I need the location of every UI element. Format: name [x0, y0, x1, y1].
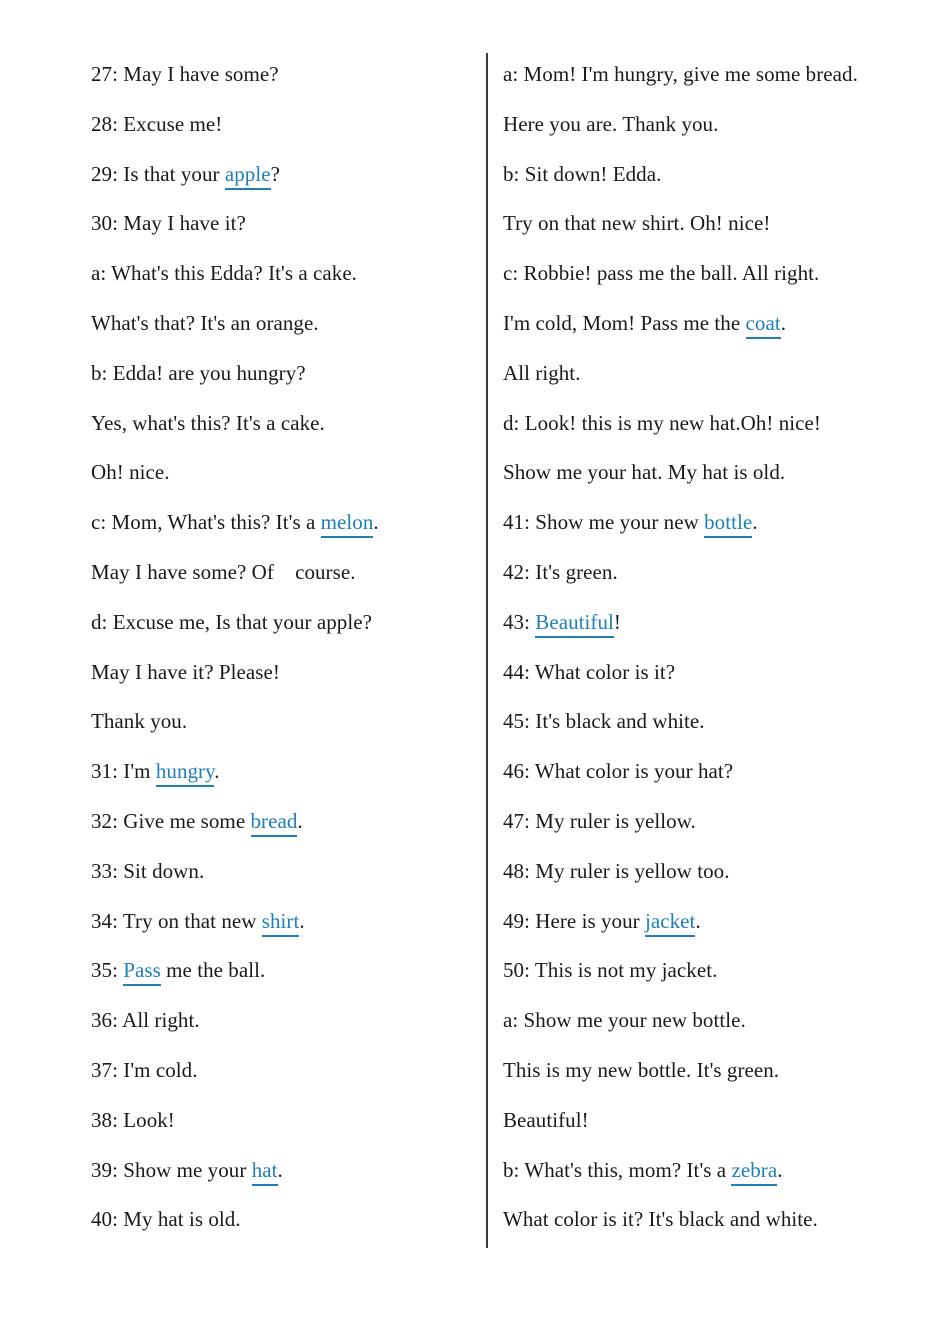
- text-line: [91, 1046, 471, 1096]
- text-line: [91, 299, 471, 349]
- text-line: [503, 946, 923, 996]
- text-line: [91, 100, 471, 150]
- line-text-after: .: [299, 908, 305, 933]
- line-text: Oh! nice.: [91, 460, 170, 485]
- text-line: [91, 150, 471, 200]
- text-line: [503, 150, 923, 200]
- fill-in-answer: bread: [251, 809, 298, 837]
- text-line: [503, 897, 923, 947]
- fill-in-answer: bottle: [704, 510, 752, 538]
- line-text: a: What's this Edda? It's a cake.: [91, 261, 357, 286]
- line-text: All right.: [503, 360, 581, 385]
- text-line: [91, 399, 471, 449]
- line-text: 34: Try on that new: [91, 908, 262, 933]
- line-text: 31: I'm: [91, 759, 156, 784]
- left-column: [91, 50, 471, 1245]
- line-text-after: .: [777, 1157, 783, 1182]
- line-text: May I have some? Of course.: [91, 559, 356, 584]
- line-text: 44: What color is it?: [503, 659, 676, 684]
- line-text: 40: My hat is old.: [91, 1207, 241, 1232]
- line-text: Here you are. Thank you.: [503, 111, 719, 136]
- line-text-after: .: [752, 510, 758, 535]
- line-text-after: .: [277, 1157, 283, 1182]
- fill-in-answer: jacket: [645, 909, 695, 937]
- line-text: 33: Sit down.: [91, 858, 205, 883]
- text-line: [503, 299, 923, 349]
- line-text: May I have it? Please!: [91, 659, 280, 684]
- text-line: [91, 249, 471, 299]
- line-text: Show me your hat. My hat is old.: [503, 460, 786, 485]
- text-line: [503, 747, 923, 797]
- text-line: [91, 996, 471, 1046]
- text-line: [503, 996, 923, 1046]
- line-text: c: Robbie! pass me the ball. All right.: [503, 261, 820, 286]
- line-text-after: .: [780, 310, 787, 335]
- text-line: [91, 946, 471, 996]
- text-line: [91, 50, 471, 100]
- line-text: d: Excuse me, Is that your apple?: [91, 609, 372, 634]
- line-text: 45: It's black and white.: [503, 709, 705, 734]
- line-text-after: !: [613, 609, 621, 634]
- column-divider: [486, 53, 488, 1248]
- line-text: 42: It's green.: [503, 559, 618, 584]
- line-text: 36: All right.: [91, 1008, 200, 1033]
- fill-in-answer: coat: [746, 311, 781, 339]
- text-line: [91, 1146, 471, 1196]
- text-line: [91, 498, 471, 548]
- text-line: [503, 1195, 923, 1245]
- text-line: [503, 847, 923, 897]
- line-text: 38: Look!: [91, 1107, 175, 1132]
- text-line: [503, 648, 923, 698]
- line-text-after: me the ball.: [160, 958, 266, 983]
- text-line: [503, 1096, 923, 1146]
- text-line: [503, 548, 923, 598]
- text-line: [91, 199, 471, 249]
- text-line: [91, 697, 471, 747]
- text-line: [91, 598, 471, 648]
- text-line: [91, 448, 471, 498]
- text-line: [503, 797, 923, 847]
- line-text: 27: May I have some?: [91, 62, 279, 86]
- line-text-after: .: [373, 510, 379, 535]
- line-text: What's that? It's an orange.: [91, 310, 319, 335]
- line-text: b: What's this, mom? It's a: [503, 1157, 732, 1182]
- line-text: Try on that new shirt. Oh! nice!: [503, 211, 771, 236]
- line-text: b: Edda! are you hungry?: [91, 360, 306, 385]
- line-text: 49: Here is your: [503, 908, 645, 933]
- fill-in-answer: Beautiful: [535, 610, 614, 638]
- line-text: 43:: [503, 609, 536, 634]
- text-line: [91, 747, 471, 797]
- line-text: d: Look! this is my new hat.Oh! nice!: [503, 410, 821, 435]
- text-line: [91, 797, 471, 847]
- text-line: [503, 100, 923, 150]
- fill-in-answer: apple: [225, 162, 271, 190]
- text-line: [91, 648, 471, 698]
- line-text: 47: My ruler is yellow.: [503, 808, 696, 833]
- fill-in-answer: hat: [252, 1158, 278, 1186]
- line-text-after: ?: [270, 161, 280, 186]
- line-text-after: .: [214, 759, 220, 784]
- fill-in-answer: Pass: [123, 958, 161, 986]
- text-line: [503, 349, 923, 399]
- fill-in-answer: hungry: [156, 759, 214, 787]
- line-text: Yes, what's this? It's a cake.: [91, 410, 325, 435]
- text-line: [503, 598, 923, 648]
- text-line: [91, 847, 471, 897]
- line-text: 41: Show me your new: [503, 510, 705, 535]
- text-line: [503, 249, 923, 299]
- line-text: This is my new bottle. It's green.: [503, 1057, 780, 1082]
- line-text: What color is it? It's black and white.: [503, 1207, 818, 1232]
- line-text-after: .: [695, 908, 701, 933]
- line-text-after: .: [297, 808, 303, 833]
- line-text: 35:: [91, 958, 124, 983]
- line-text: 39: Show me your: [91, 1157, 252, 1182]
- line-text: 37: I'm cold.: [91, 1057, 198, 1082]
- text-line: [503, 448, 923, 498]
- line-text: a: Show me your new bottle.: [503, 1008, 746, 1033]
- line-text: 48: My ruler is yellow too.: [503, 858, 730, 883]
- line-text: c: Mom, What's this? It's a: [91, 510, 321, 535]
- line-text: 28: Excuse me!: [91, 111, 223, 136]
- text-line: [91, 897, 471, 947]
- line-text: 30: May I have it?: [91, 211, 246, 236]
- text-line: [91, 548, 471, 598]
- fill-in-answer: shirt: [262, 909, 300, 937]
- line-text: a: Mom! I'm hungry, give me some bread.: [503, 62, 858, 86]
- text-line: [91, 1096, 471, 1146]
- line-text: b: Sit down! Edda.: [503, 161, 662, 186]
- text-line: [503, 399, 923, 449]
- text-line: [91, 349, 471, 399]
- text-line: [503, 1046, 923, 1096]
- right-column: [503, 50, 923, 1245]
- text-line: [503, 697, 923, 747]
- line-text: 29: Is that your: [91, 161, 225, 186]
- fill-in-answer: zebra: [731, 1158, 777, 1186]
- text-line: [503, 199, 923, 249]
- line-text: 32: Give me some: [91, 808, 251, 833]
- line-text: 50: This is not my jacket.: [503, 958, 718, 983]
- line-text: 46: What color is your hat?: [503, 759, 734, 784]
- text-line: [503, 498, 923, 548]
- text-line: [503, 1146, 923, 1196]
- fill-in-answer: melon: [321, 510, 374, 538]
- line-text: Beautiful!: [503, 1107, 589, 1132]
- text-line: [91, 1195, 471, 1245]
- line-text: Thank you.: [91, 709, 188, 734]
- line-text: I'm cold, Mom! Pass me the: [503, 310, 746, 335]
- text-line: [503, 50, 923, 100]
